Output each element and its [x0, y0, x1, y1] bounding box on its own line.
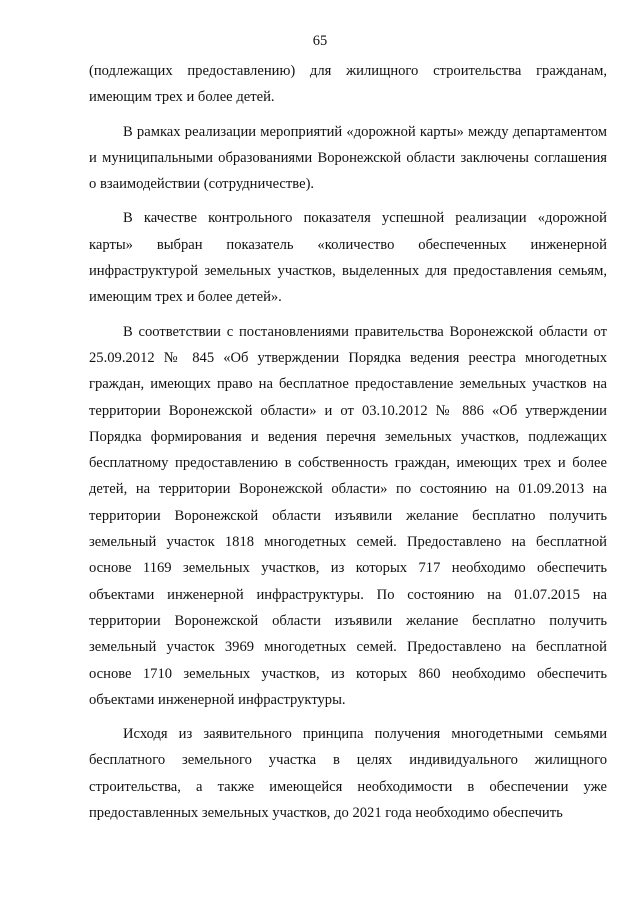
page-number: 65 — [312, 33, 328, 49]
paragraph-regulations-statistics: В соответствии с постановлениями правительства Воронежской области от 25.09.2012 № 845 «Об утверждении Порядка ведения реестра многодетных граждан, имеющих право на бесплатное предоставление земельных участков на территории Воронежской области» и от 03.10.2012 № 886 «Об утверждении Порядка формирования и ведения перечня земельных участков, подлежащих бесплатному предоставлению в собственность граждан, имеющих трех и более детей, на территории Воронежской области» по состоянию на 01.09.2013 на территории Воронежской области изъявили желание бесплатно получить земельный участок 1818 многодетных семей. Предоставлено на бесплатной основе 1169 земельных участков, из которых 717 необходимо обеспечить объектами инженерной инфраструктуры. По состоянию на 01.07.2015 на территории Воронежской области изъявили желание бесплатно получить земельный участок 3969 многодетных семей. Предоставлено на бесплатной основе 1710 земельных участков, из которых 860 необходимо обеспечить объектами инженерной инфраструктуры. — [89, 323, 607, 708]
paragraph-control-indicator: В качестве контрольного показателя успешной реализации «дорожной карты» выбран показатель «количество обеспеченных инженерной инфраструктурой земельных участков, выделенных для предоставления семьям, имеющим трех и более детей». — [89, 210, 607, 306]
paragraph-application-principle: Исходя из заявительного принципа получения многодетными семьями бесплатного земельного участка в целях индивидуального жилищного строительства, а также имеющейся необходимости в обеспечении уже предоставленных земельных участков, до 2021 года необходимо обеспечить — [89, 726, 607, 822]
paragraph-roadmap-agreements: В рамках реализации мероприятий «дорожной карты» между департаментом и муниципальными образованиями Воронежской области заключены соглашения о взаимодействии (сотрудничестве). — [89, 123, 607, 193]
document-body — [89, 58, 607, 826]
paragraph-continuation: (подлежащих предоставлению) для жилищного строительства гражданам, имеющим трех и более детей. — [89, 63, 607, 106]
